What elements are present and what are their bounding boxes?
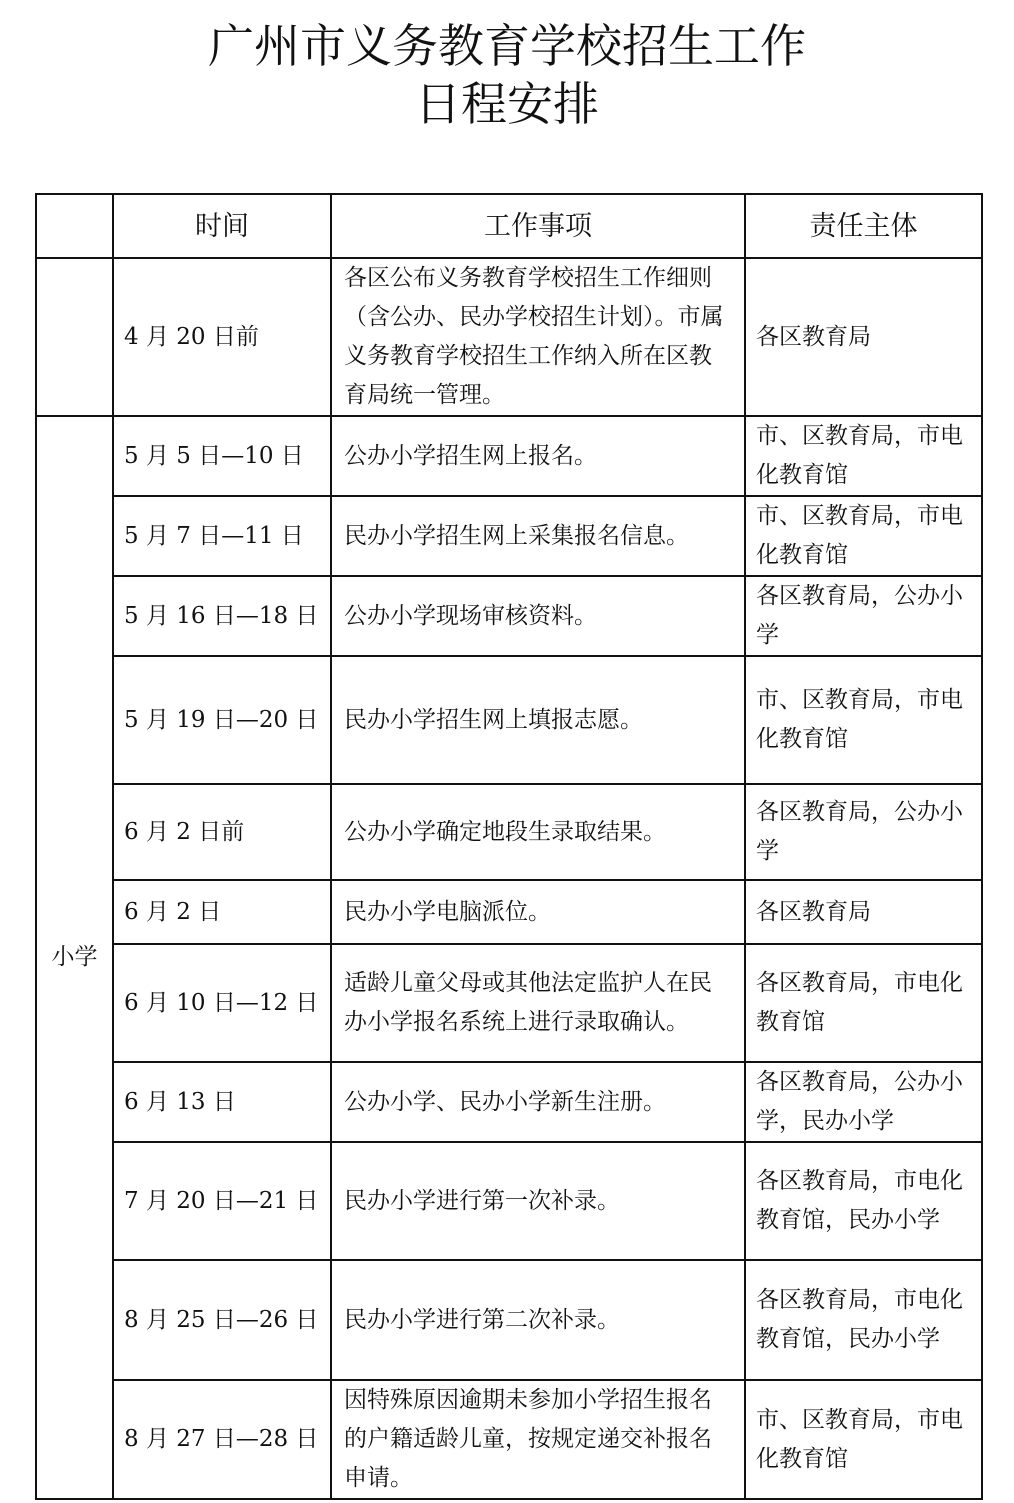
table-row — [36, 258, 982, 416]
table-row — [36, 416, 982, 496]
header-task: 工作事项 — [331, 194, 745, 258]
task-cell: 各区公布义务教育学校招生工作细则（含公办、民办学校招生计划）。市属义务教育学校招生工作纳入所在区教育局统一管理。 — [331, 258, 745, 416]
owner-cell: 各区教育局，公办小学 — [745, 576, 982, 656]
time-cell: 8 月 25 日—26 日 — [113, 1260, 331, 1380]
owner-cell: 市、区教育局，市电化教育馆 — [745, 496, 982, 576]
task-cell: 公办小学确定地段生录取结果。 — [331, 784, 745, 880]
time-cell: 5 月 7 日—11 日 — [113, 496, 331, 576]
task-cell: 公办小学招生网上报名。 — [331, 416, 745, 496]
task-cell: 民办小学招生网上采集报名信息。 — [331, 496, 745, 576]
table-row — [36, 1380, 982, 1499]
header-category — [36, 194, 113, 258]
table-row — [36, 1062, 982, 1142]
owner-cell: 各区教育局，市电化教育馆 — [745, 944, 982, 1062]
time-cell: 6 月 13 日 — [113, 1062, 331, 1142]
header-time: 时间 — [113, 194, 331, 258]
time-cell: 7 月 20 日—21 日 — [113, 1142, 331, 1260]
time-cell: 8 月 27 日—28 日 — [113, 1380, 331, 1499]
schedule-table — [35, 193, 983, 1500]
document-title-line2: 日程安排 — [415, 77, 599, 131]
time-cell: 5 月 5 日—10 日 — [113, 416, 331, 496]
table-row — [36, 656, 982, 784]
header-owner: 责任主体 — [745, 194, 982, 258]
task-cell: 民办小学电脑派位。 — [331, 880, 745, 944]
table-row — [36, 576, 982, 656]
owner-cell: 各区教育局 — [745, 258, 982, 416]
task-cell: 民办小学进行第二次补录。 — [331, 1260, 745, 1380]
time-cell: 5 月 16 日—18 日 — [113, 576, 331, 656]
task-cell: 公办小学、民办小学新生注册。 — [331, 1062, 745, 1142]
document-title-line1: 广州市义务教育学校招生工作 — [208, 19, 806, 73]
owner-cell: 各区教育局，市电化教育馆，民办小学 — [745, 1142, 982, 1260]
owner-cell: 各区教育局，市电化教育馆，民办小学 — [745, 1260, 982, 1380]
table-row — [36, 784, 982, 880]
category-cell-empty — [36, 258, 113, 416]
task-cell: 公办小学现场审核资料。 — [331, 576, 745, 656]
owner-cell: 各区教育局，公办小学 — [745, 784, 982, 880]
table-row — [36, 944, 982, 1062]
table-row — [36, 1260, 982, 1380]
owner-cell: 各区教育局 — [745, 880, 982, 944]
owner-cell: 市、区教育局，市电化教育馆 — [745, 1380, 982, 1499]
owner-cell: 各区教育局，公办小学，民办小学 — [745, 1062, 982, 1142]
table-row — [36, 880, 982, 944]
table-row — [36, 1142, 982, 1260]
time-cell: 5 月 19 日—20 日 — [113, 656, 331, 784]
time-cell: 6 月 2 日前 — [113, 784, 331, 880]
task-cell: 民办小学进行第一次补录。 — [331, 1142, 745, 1260]
table-header-row — [36, 194, 982, 258]
task-cell: 民办小学招生网上填报志愿。 — [331, 656, 745, 784]
time-cell: 6 月 2 日 — [113, 880, 331, 944]
time-cell: 4 月 20 日前 — [113, 258, 331, 416]
owner-cell: 市、区教育局，市电化教育馆 — [745, 656, 982, 784]
table-row — [36, 496, 982, 576]
time-cell: 6 月 10 日—12 日 — [113, 944, 331, 1062]
category-cell: 小学 — [36, 416, 113, 1499]
task-cell: 适龄儿童父母或其他法定监护人在民办小学报名系统上进行录取确认。 — [331, 944, 745, 1062]
task-cell: 因特殊原因逾期未参加小学招生报名的户籍适龄儿童，按规定递交补报名申请。 — [331, 1380, 745, 1499]
owner-cell: 市、区教育局，市电化教育馆 — [745, 416, 982, 496]
